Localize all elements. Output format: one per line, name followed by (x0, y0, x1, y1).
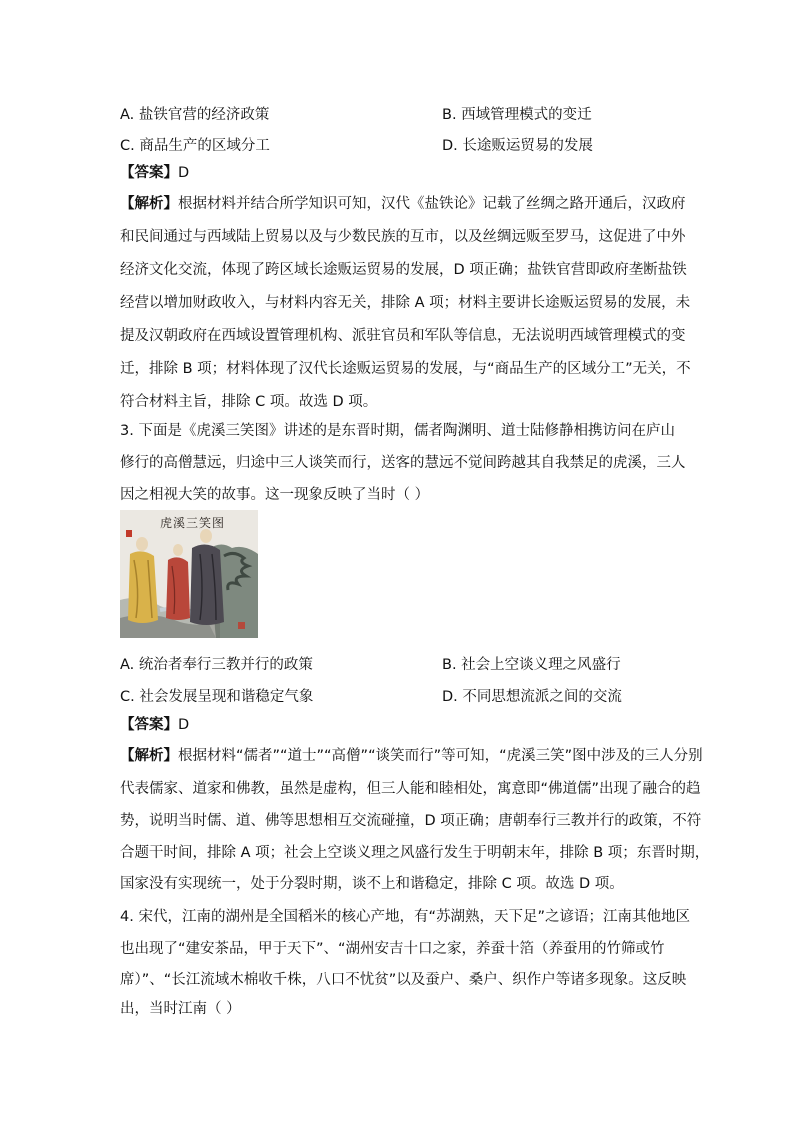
q2-analysis-line-3: 经济文化交流，体现了跨区域长途贩运贸易的发展，D 项正确；盐铁官营即政府垄断盐铁 (120, 262, 687, 278)
q2-analysis-line-1: 【解析】根据材料并结合所学知识可知，汉代《盐铁论》记载了丝绸之路开通后，汉政府 (120, 196, 686, 212)
q3-option-a: A. 统治者奉行三教并行的政策 (120, 657, 313, 673)
q3-answer-label: 【答案】 (120, 717, 178, 733)
q3-answer-value: D (178, 717, 190, 733)
q4-stem-line-4: 出，当时江南（ ） (120, 1001, 241, 1017)
q3-stem-line-1: 3. 下面是《虎溪三笑图》讲述的是东晋时期，儒者陶渊明、道士陆修静相携访问在庐山 (120, 423, 675, 439)
q2-analysis-line-6: 迁，排除 B 项；材料体现了汉代长途贩运贸易的发展，与“商品生产的区域分工”无关，不 (120, 361, 691, 377)
q3-stem-line-2: 修行的高僧慧远，归途中三人谈笑而行，送客的慧远不觉间跨越其自我禁足的虎溪，三人 (120, 455, 686, 471)
q2-analysis-line-4: 经营以增加财政收入，与材料内容无关，排除 A 项；材料主要讲长途贩运贸易的发展，未 (120, 295, 691, 311)
q2-option-d: D. 长途贩运贸易的发展 (442, 138, 593, 154)
q3-option-d: D. 不同思想流派之间的交流 (442, 689, 622, 705)
q2-options-row-1 (120, 103, 720, 125)
q4-stem-line-2: 也出现了“建安茶品，甲于天下”、“湖州安吉十口之家，养蚕十箔（养蚕用的竹筛或竹 (120, 941, 665, 957)
q2-analysis-label: 【解析】 (120, 196, 178, 212)
q3-analysis-line-1: 【解析】根据材料“儒者”“道士”“高僧”“谈笑而行”等可知，“虎溪三笑”图中涉及的三人分别 (120, 748, 703, 764)
q2-answer-value: D (178, 165, 190, 181)
q3-analysis-line-4: 合题干时间，排除 A 项；社会上空谈义理之风盛行发生于明朝末年，排除 B 项；东晋时期， (120, 845, 710, 861)
q3-options-row-2 (120, 685, 720, 707)
q3-stem-line-3: 因之相视大笑的故事。这一现象反映了当时（ ） (120, 487, 430, 503)
q3-analysis-line-3: 势，说明当时儒、道、佛等思想相互交流碰撞，D 项正确；唐朝奉行三教并行的政策，不符 (120, 813, 702, 829)
q2-analysis-line-5: 提及汉朝政府在西域设置管理机构、派驻官员和军队等信息，无法说明西域管理模式的变 (120, 328, 686, 344)
q3-option-c: C. 社会发展呈现和谐稳定气象 (120, 689, 314, 705)
q2-options-row-2 (120, 134, 720, 156)
q3-answer (120, 714, 680, 736)
q3-analysis-line-5: 国家没有实现统一，处于分裂时期，谈不上和谐稳定，排除 C 项。故选 D 项。 (120, 876, 624, 892)
tiger-stream-painting (120, 510, 258, 638)
q2-option-b: B. 西域管理模式的变迁 (442, 107, 592, 123)
q3-option-b: B. 社会上空谈义理之风盛行 (442, 657, 621, 673)
q2-answer-label: 【答案】 (120, 165, 178, 181)
q2-option-a: A. 盐铁官营的经济政策 (120, 107, 270, 123)
q3-options-row-1 (120, 653, 720, 675)
q2-option-c: C. 商品生产的区域分工 (120, 138, 270, 154)
q4-stem-line-1: 4. 宋代，江南的湖州是全国稻米的核心产地，有“苏湖熟，天下足”之谚语；江南其他地区 (120, 909, 690, 925)
painting-caption: 虎溪三笑图 (160, 516, 226, 530)
q4-stem-line-3: 席）”、“长江流域木棉收千株，八口不忧贫”以及蚕户、桑户、织作户等诸多现象。这反映 (120, 972, 687, 988)
q3-analysis-label: 【解析】 (120, 748, 178, 764)
q2-answer (120, 162, 680, 184)
q2-analysis-line-7: 符合材料主旨，排除 C 项。故选 D 项。 (120, 394, 378, 410)
q3-analysis-line-2: 代表儒家、道家和佛教，虽然是虚构，但三人能和睦相处，寓意即“佛道儒”出现了融合的趋 (120, 781, 701, 797)
q2-analysis-line-2: 和民间通过与西域陆上贸易以及与少数民族的互市，以及丝绸远贩至罗马，这促进了中外 (120, 229, 686, 245)
